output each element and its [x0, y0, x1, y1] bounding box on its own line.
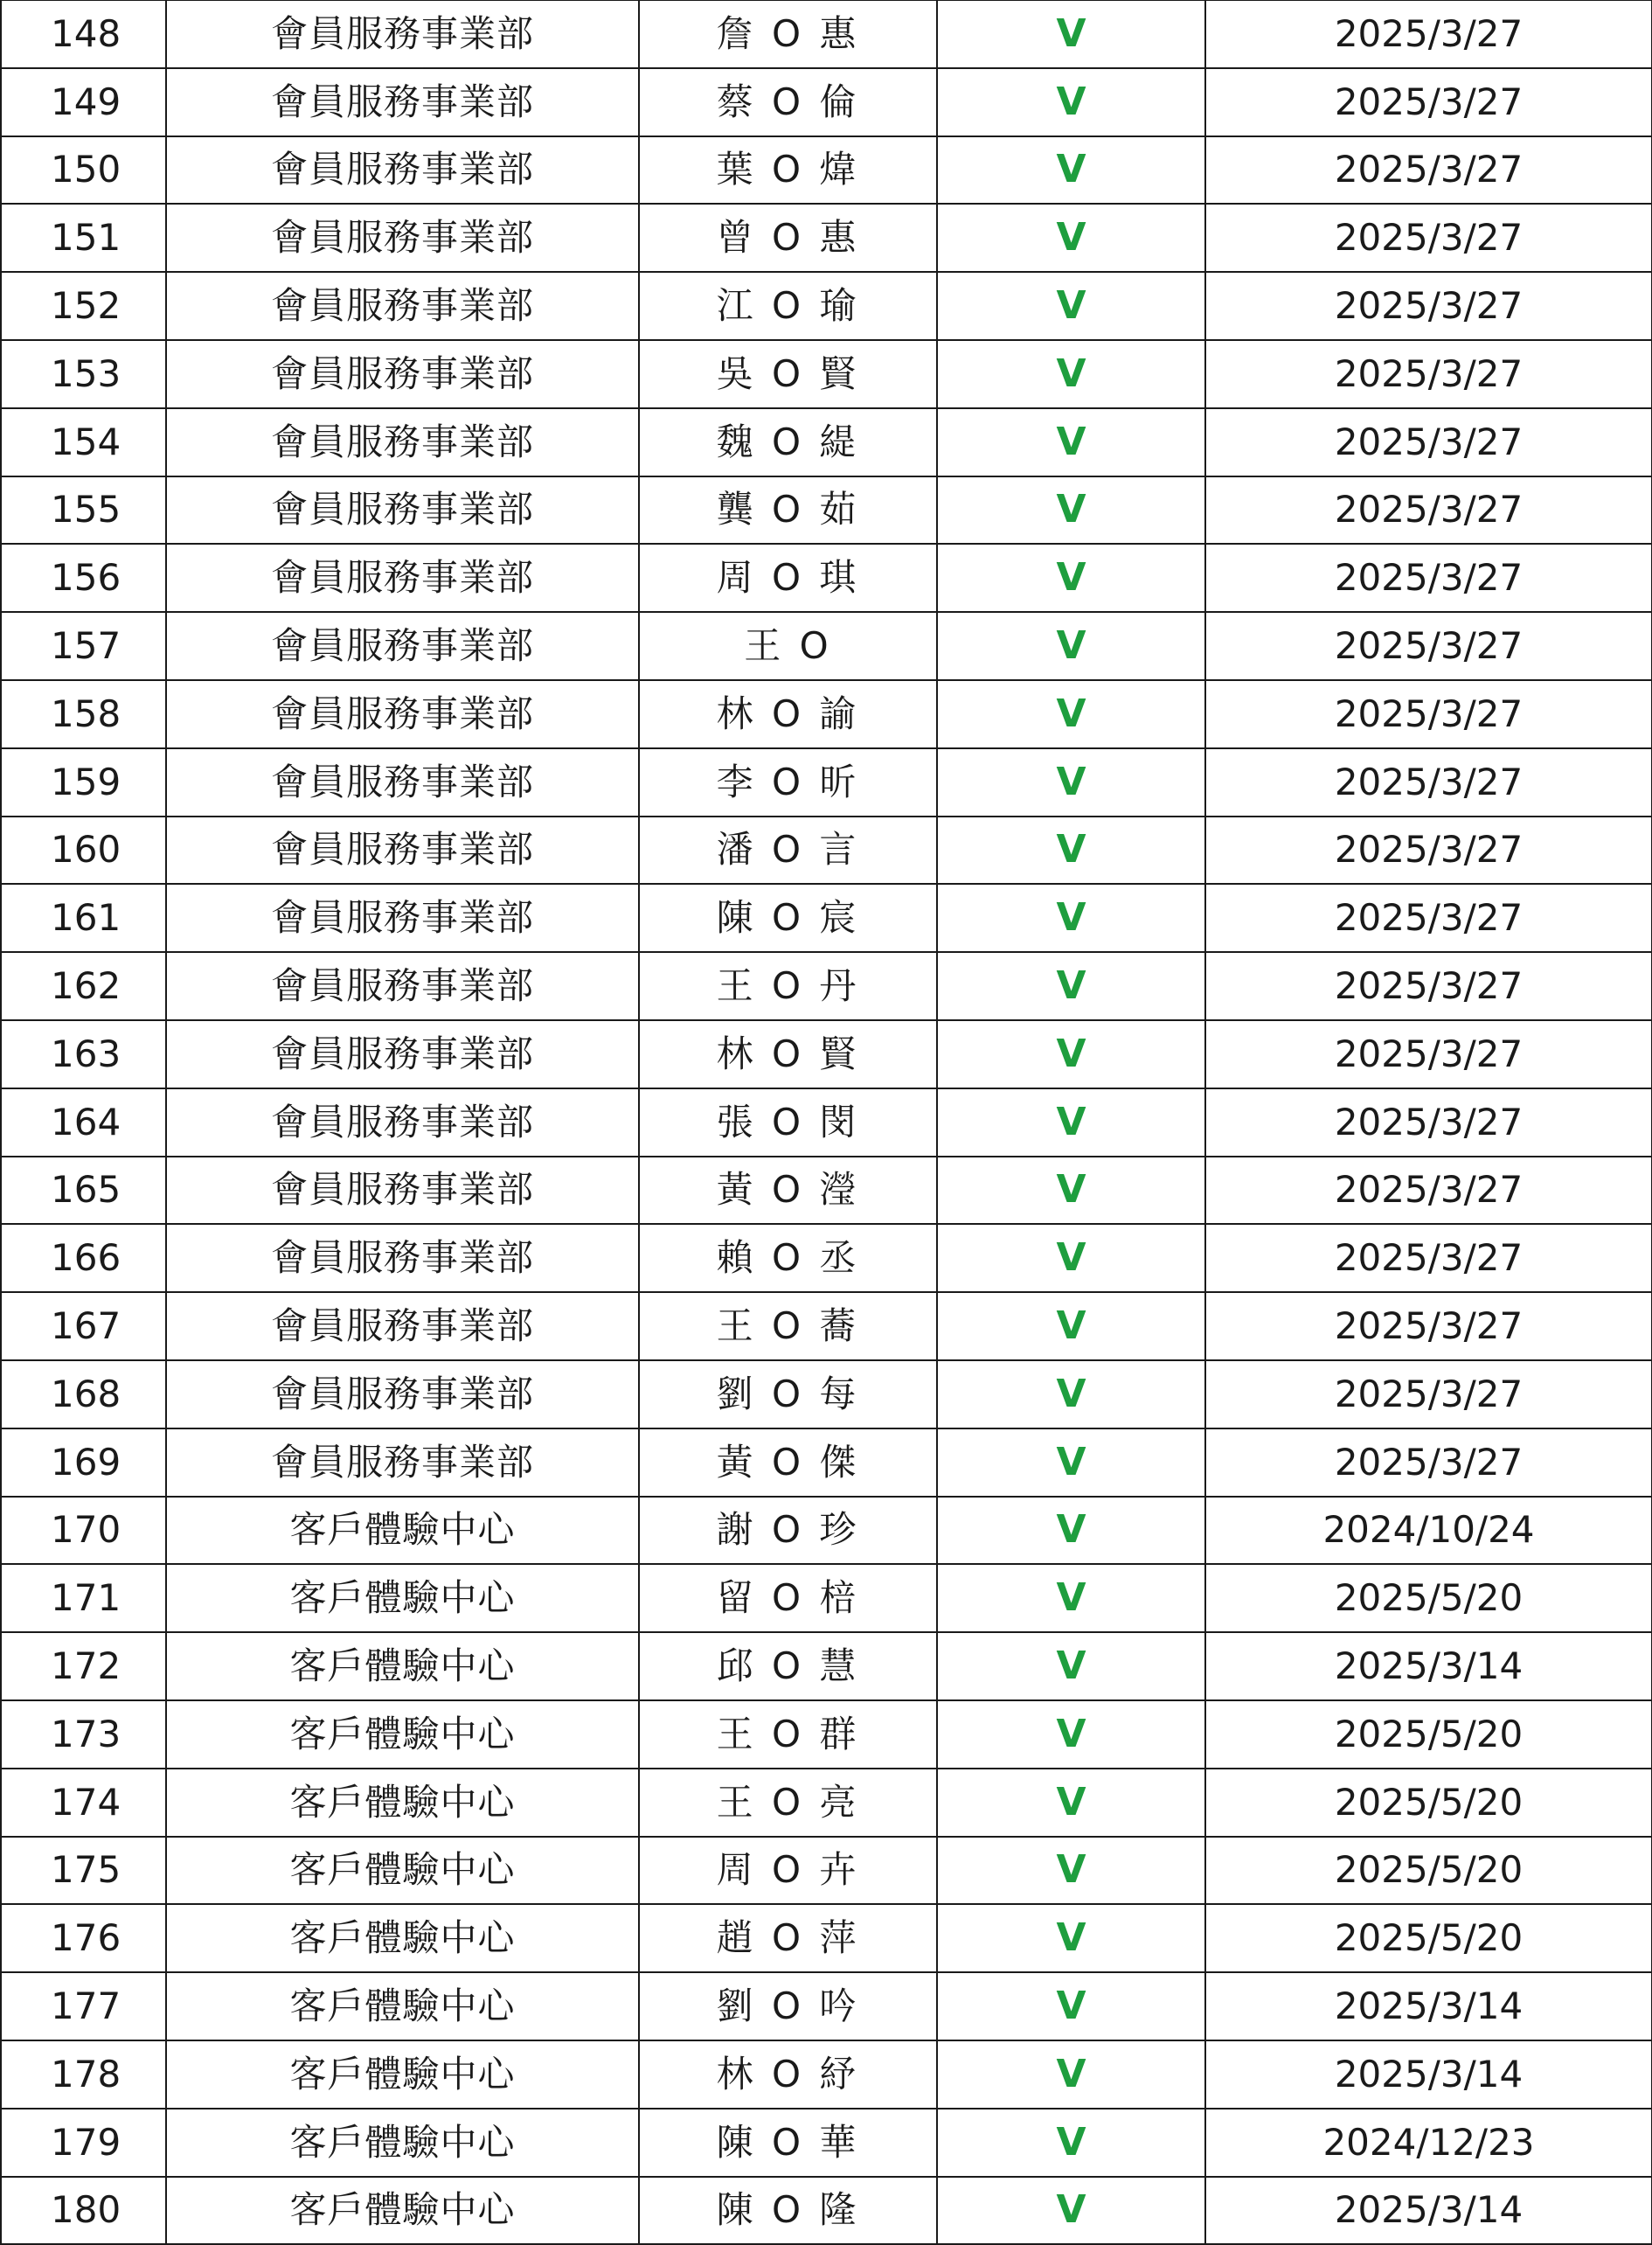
check-mark: V: [937, 1224, 1205, 1292]
department-cell: 會員服務事業部: [166, 272, 639, 340]
department-cell: 客戶體驗中心: [166, 1769, 639, 1837]
table-row: [1, 612, 1652, 680]
row-number: 175: [1, 1837, 166, 1905]
department-cell: 客戶體驗中心: [166, 1497, 639, 1565]
table-row: [1, 1088, 1652, 1157]
member-name-cell: 賴 O 丞: [639, 1224, 937, 1292]
table-row: [1, 1769, 1652, 1837]
department-cell: 客戶體驗中心: [166, 2109, 639, 2177]
table-row: [1, 1837, 1652, 1905]
date-cell: 2025/3/27: [1205, 1088, 1652, 1157]
check-mark: V: [937, 1292, 1205, 1360]
department-cell: 會員服務事業部: [166, 748, 639, 817]
row-number: 168: [1, 1360, 166, 1428]
department-cell: 會員服務事業部: [166, 544, 639, 612]
row-number: 176: [1, 1904, 166, 1972]
department-cell: 會員服務事業部: [166, 952, 639, 1020]
row-number: 161: [1, 884, 166, 952]
row-number: 173: [1, 1700, 166, 1769]
table-body: [1, 0, 1652, 2244]
row-number: 154: [1, 408, 166, 476]
check-mark: V: [937, 1360, 1205, 1428]
date-cell: 2024/10/24: [1205, 1497, 1652, 1565]
member-name-cell: 周 O 卉: [639, 1837, 937, 1905]
check-mark: V: [937, 2109, 1205, 2177]
department-cell: 客戶體驗中心: [166, 1564, 639, 1632]
date-cell: 2024/12/23: [1205, 2109, 1652, 2177]
table-row: [1, 1632, 1652, 1700]
date-cell: 2025/3/27: [1205, 204, 1652, 272]
department-cell: 客戶體驗中心: [166, 2177, 639, 2245]
department-cell: 會員服務事業部: [166, 1360, 639, 1428]
table-row: [1, 544, 1652, 612]
check-mark: V: [937, 680, 1205, 748]
member-name-cell: 王 O 亮: [639, 1769, 937, 1837]
check-mark: V: [937, 748, 1205, 817]
row-number: 167: [1, 1292, 166, 1360]
row-number: 151: [1, 204, 166, 272]
date-cell: 2025/5/20: [1205, 1837, 1652, 1905]
date-cell: 2025/3/27: [1205, 884, 1652, 952]
date-cell: 2025/3/27: [1205, 476, 1652, 545]
department-cell: 會員服務事業部: [166, 408, 639, 476]
row-number: 169: [1, 1428, 166, 1497]
department-cell: 客戶體驗中心: [166, 1632, 639, 1700]
department-cell: 客戶體驗中心: [166, 2040, 639, 2109]
row-number: 180: [1, 2177, 166, 2245]
date-cell: 2025/3/27: [1205, 68, 1652, 136]
row-number: 150: [1, 136, 166, 205]
member-name-cell: 王 O 群: [639, 1700, 937, 1769]
department-cell: 會員服務事業部: [166, 340, 639, 408]
department-cell: 會員服務事業部: [166, 1292, 639, 1360]
department-cell: 會員服務事業部: [166, 1224, 639, 1292]
table-row: [1, 136, 1652, 205]
date-cell: 2025/3/27: [1205, 1428, 1652, 1497]
date-cell: 2025/5/20: [1205, 1904, 1652, 1972]
check-mark: V: [937, 2040, 1205, 2109]
date-cell: 2025/3/14: [1205, 1972, 1652, 2040]
row-number: 152: [1, 272, 166, 340]
date-cell: 2025/3/27: [1205, 340, 1652, 408]
row-number: 148: [1, 0, 166, 68]
check-mark: V: [937, 1769, 1205, 1837]
department-cell: 客戶體驗中心: [166, 1837, 639, 1905]
row-number: 172: [1, 1632, 166, 1700]
department-cell: 客戶體驗中心: [166, 1972, 639, 2040]
date-cell: 2025/3/27: [1205, 1224, 1652, 1292]
department-cell: 會員服務事業部: [166, 476, 639, 545]
table-row: [1, 2040, 1652, 2109]
check-mark: V: [937, 408, 1205, 476]
row-number: 157: [1, 612, 166, 680]
department-cell: 會員服務事業部: [166, 884, 639, 952]
member-name-cell: 王 O 蕎: [639, 1292, 937, 1360]
check-mark: V: [937, 1904, 1205, 1972]
department-cell: 會員服務事業部: [166, 1088, 639, 1157]
date-cell: 2025/3/27: [1205, 1020, 1652, 1088]
table-row: [1, 1428, 1652, 1497]
table-row: [1, 1972, 1652, 2040]
date-cell: 2025/3/27: [1205, 952, 1652, 1020]
row-number: 153: [1, 340, 166, 408]
member-name-cell: 吳 O 賢: [639, 340, 937, 408]
table-row: [1, 884, 1652, 952]
table-row: [1, 1497, 1652, 1565]
date-cell: 2025/3/27: [1205, 817, 1652, 885]
date-cell: 2025/3/27: [1205, 612, 1652, 680]
row-number: 177: [1, 1972, 166, 2040]
table-row: [1, 817, 1652, 885]
table-row: [1, 68, 1652, 136]
table-row: [1, 1904, 1652, 1972]
department-cell: 會員服務事業部: [166, 817, 639, 885]
row-number: 165: [1, 1157, 166, 1225]
member-name-cell: 陳 O 隆: [639, 2177, 937, 2245]
member-name-cell: 潘 O 言: [639, 817, 937, 885]
table-row: [1, 2109, 1652, 2177]
date-cell: 2025/3/27: [1205, 1157, 1652, 1225]
row-number: 166: [1, 1224, 166, 1292]
date-cell: 2025/3/27: [1205, 544, 1652, 612]
check-mark: V: [937, 817, 1205, 885]
department-cell: 會員服務事業部: [166, 1020, 639, 1088]
table-row: [1, 1564, 1652, 1632]
member-name-cell: 留 O 棓: [639, 1564, 937, 1632]
table-row: [1, 748, 1652, 817]
member-name-cell: 王 O: [639, 612, 937, 680]
table-row: [1, 2177, 1652, 2245]
table-row: [1, 1292, 1652, 1360]
row-number: 171: [1, 1564, 166, 1632]
table-row: [1, 408, 1652, 476]
check-mark: V: [937, 1632, 1205, 1700]
check-mark: V: [937, 2177, 1205, 2245]
row-number: 179: [1, 2109, 166, 2177]
member-name-cell: 劉 O 每: [639, 1360, 937, 1428]
table-row: [1, 272, 1652, 340]
date-cell: 2025/3/27: [1205, 680, 1652, 748]
member-name-cell: 劉 O 吟: [639, 1972, 937, 2040]
table-row: [1, 1224, 1652, 1292]
date-cell: 2025/5/20: [1205, 1769, 1652, 1837]
member-name-cell: 林 O 諭: [639, 680, 937, 748]
member-name-cell: 葉 O 煒: [639, 136, 937, 205]
member-name-cell: 邱 O 慧: [639, 1632, 937, 1700]
check-mark: V: [937, 204, 1205, 272]
member-name-cell: 李 O 昕: [639, 748, 937, 817]
department-cell: 會員服務事業部: [166, 136, 639, 205]
check-mark: V: [937, 1972, 1205, 2040]
check-mark: V: [937, 1020, 1205, 1088]
department-cell: 會員服務事業部: [166, 1157, 639, 1225]
member-name-cell: 林 O 紓: [639, 2040, 937, 2109]
date-cell: 2025/3/27: [1205, 1360, 1652, 1428]
date-cell: 2025/5/20: [1205, 1700, 1652, 1769]
department-cell: 會員服務事業部: [166, 680, 639, 748]
table-row: [1, 0, 1652, 68]
row-number: 174: [1, 1769, 166, 1837]
check-mark: V: [937, 0, 1205, 68]
row-number: 163: [1, 1020, 166, 1088]
check-mark: V: [937, 1428, 1205, 1497]
check-mark: V: [937, 1700, 1205, 1769]
check-mark: V: [937, 476, 1205, 545]
table-row: [1, 1700, 1652, 1769]
member-name-cell: 林 O 賢: [639, 1020, 937, 1088]
table-row: [1, 680, 1652, 748]
date-cell: 2025/3/27: [1205, 748, 1652, 817]
date-cell: 2025/3/14: [1205, 1632, 1652, 1700]
member-name-cell: 周 O 琪: [639, 544, 937, 612]
check-mark: V: [937, 1497, 1205, 1565]
member-name-cell: 魏 O 緹: [639, 408, 937, 476]
row-number: 160: [1, 817, 166, 885]
date-cell: 2025/5/20: [1205, 1564, 1652, 1632]
department-cell: 客戶體驗中心: [166, 1700, 639, 1769]
row-number: 164: [1, 1088, 166, 1157]
check-mark: V: [937, 612, 1205, 680]
date-cell: 2025/3/27: [1205, 1292, 1652, 1360]
member-name-cell: 陳 O 宸: [639, 884, 937, 952]
row-number: 159: [1, 748, 166, 817]
check-mark: V: [937, 340, 1205, 408]
member-name-cell: 龔 O 茹: [639, 476, 937, 545]
row-number: 155: [1, 476, 166, 545]
department-cell: 會員服務事業部: [166, 204, 639, 272]
date-cell: 2025/3/14: [1205, 2177, 1652, 2245]
table-row: [1, 1020, 1652, 1088]
check-mark: V: [937, 272, 1205, 340]
department-cell: 會員服務事業部: [166, 0, 639, 68]
check-mark: V: [937, 952, 1205, 1020]
department-cell: 會員服務事業部: [166, 68, 639, 136]
date-cell: 2025/3/27: [1205, 408, 1652, 476]
member-name-cell: 陳 O 華: [639, 2109, 937, 2177]
member-name-cell: 張 O 閔: [639, 1088, 937, 1157]
check-mark: V: [937, 1837, 1205, 1905]
member-name-cell: 蔡 O 倫: [639, 68, 937, 136]
row-number: 149: [1, 68, 166, 136]
date-cell: 2025/3/27: [1205, 0, 1652, 68]
table-row: [1, 340, 1652, 408]
member-name-cell: 趙 O 萍: [639, 1904, 937, 1972]
row-number: 162: [1, 952, 166, 1020]
department-cell: 會員服務事業部: [166, 612, 639, 680]
row-number: 158: [1, 680, 166, 748]
member-name-cell: 王 O 丹: [639, 952, 937, 1020]
date-cell: 2025/3/27: [1205, 272, 1652, 340]
member-name-cell: 詹 O 惠: [639, 0, 937, 68]
check-mark: V: [937, 884, 1205, 952]
department-cell: 客戶體驗中心: [166, 1904, 639, 1972]
check-mark: V: [937, 544, 1205, 612]
table-row: [1, 476, 1652, 545]
check-mark: V: [937, 68, 1205, 136]
member-name-cell: 黃 O 傑: [639, 1428, 937, 1497]
check-mark: V: [937, 136, 1205, 205]
row-number: 170: [1, 1497, 166, 1565]
member-name-cell: 黃 O 瀅: [639, 1157, 937, 1225]
member-name-cell: 江 O 瑜: [639, 272, 937, 340]
table-row: [1, 204, 1652, 272]
table-row: [1, 952, 1652, 1020]
row-number: 178: [1, 2040, 166, 2109]
table-row: [1, 1157, 1652, 1225]
member-name-cell: 曾 O 惠: [639, 204, 937, 272]
table-row: [1, 1360, 1652, 1428]
date-cell: 2025/3/14: [1205, 2040, 1652, 2109]
row-number: 156: [1, 544, 166, 612]
member-name-cell: 謝 O 珍: [639, 1497, 937, 1565]
check-mark: V: [937, 1157, 1205, 1225]
check-mark: V: [937, 1088, 1205, 1157]
check-mark: V: [937, 1564, 1205, 1632]
date-cell: 2025/3/27: [1205, 136, 1652, 205]
department-cell: 會員服務事業部: [166, 1428, 639, 1497]
